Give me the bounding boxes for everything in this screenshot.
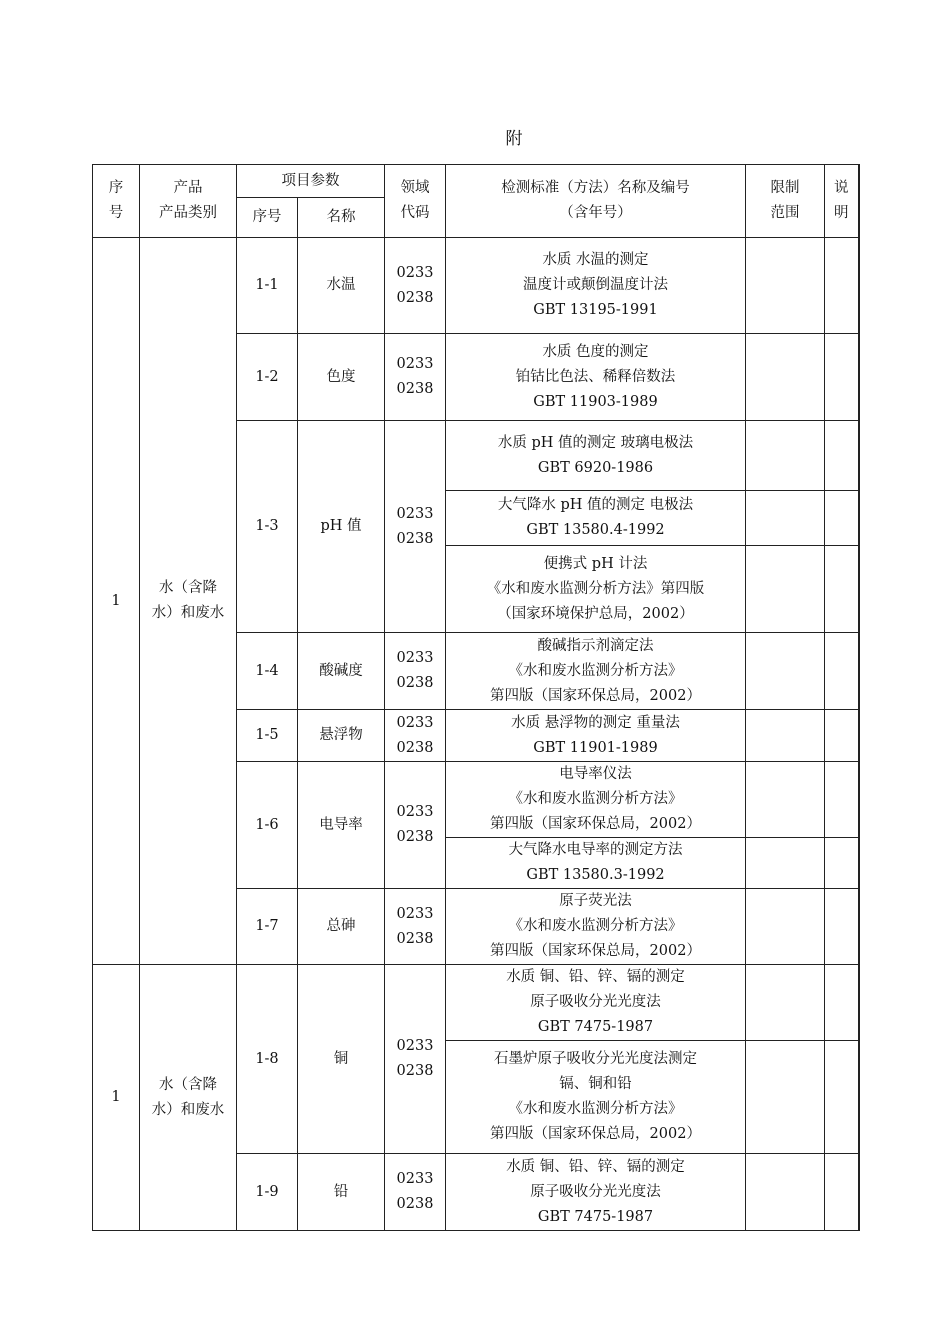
note-cell xyxy=(825,1154,859,1231)
item-code: 0233 0238 xyxy=(385,965,446,1154)
item-seq: 1-5 xyxy=(237,710,298,762)
item-standard: 酸碱指示剂滴定法 《水和废水监测分析方法》 第四版（国家环保总局，2002） xyxy=(446,633,746,710)
item-code: 0233 0238 xyxy=(385,421,446,633)
item-seq: 1-1 xyxy=(237,238,298,334)
limit-cell xyxy=(746,421,825,491)
item-code: 0233 0238 xyxy=(385,710,446,762)
group-seq: 1 xyxy=(93,965,140,1231)
item-seq: 1-8 xyxy=(237,965,298,1154)
note-cell xyxy=(825,762,859,838)
item-name: 电导率 xyxy=(298,762,385,889)
note-cell xyxy=(825,421,859,491)
page-title: 附 xyxy=(505,129,523,149)
item-name: 总砷 xyxy=(298,889,385,965)
limit-cell xyxy=(746,633,825,710)
item-name: 酸碱度 xyxy=(298,633,385,710)
accreditation-table xyxy=(92,164,860,1231)
item-standard: 水质 铜、铅、锌、镉的测定 原子吸收分光光度法 GBT 7475-1987 xyxy=(446,965,746,1041)
item-seq: 1-9 xyxy=(237,1154,298,1231)
note-cell xyxy=(825,491,859,546)
header-param-name: 名称 xyxy=(298,198,385,238)
limit-cell xyxy=(746,762,825,838)
note-cell xyxy=(825,838,859,889)
item-standard: 水质 悬浮物的测定 重量法 GBT 11901-1989 xyxy=(446,710,746,762)
note-cell xyxy=(825,965,859,1041)
item-standard: 电导率仪法 《水和废水监测分析方法》 第四版（国家环保总局，2002） xyxy=(446,762,746,838)
item-standard: 水质 水温的测定 温度计或颠倒温度计法 GBT 13195-1991 xyxy=(446,238,746,334)
item-name: 铜 xyxy=(298,965,385,1154)
item-standard: 大气降水电导率的测定方法 GBT 13580.3-1992 xyxy=(446,838,746,889)
header-limit: 限制 范围 xyxy=(746,165,825,238)
group-category: 水（含降 水）和废水 xyxy=(140,238,237,965)
item-code: 0233 0238 xyxy=(385,889,446,965)
item-seq: 1-6 xyxy=(237,762,298,889)
item-standard: 石墨炉原子吸收分光光度法测定 镉、铜和铅 《水和废水监测分析方法》 第四版（国家环保总局，2002） xyxy=(446,1041,746,1154)
limit-cell xyxy=(746,710,825,762)
table-row xyxy=(93,238,859,334)
item-standard: 水质 铜、铅、锌、镉的测定 原子吸收分光光度法 GBT 7475-1987 xyxy=(446,1154,746,1231)
header-param-group: 项目参数 xyxy=(237,165,385,198)
item-standard: 水质 色度的测定 铂钴比色法、稀释倍数法 GBT 11903-1989 xyxy=(446,334,746,421)
header-seq: 序 号 xyxy=(93,165,140,238)
item-code: 0233 0238 xyxy=(385,238,446,334)
note-cell xyxy=(825,546,859,633)
item-standard: 大气降水 pH 值的测定 电极法 GBT 13580.4-1992 xyxy=(446,491,746,546)
table-row xyxy=(93,965,859,1041)
item-name: 悬浮物 xyxy=(298,710,385,762)
limit-cell xyxy=(746,1041,825,1154)
item-code: 0233 0238 xyxy=(385,1154,446,1231)
limit-cell xyxy=(746,491,825,546)
header-category: 产品 产品类别 xyxy=(140,165,237,238)
item-code: 0233 0238 xyxy=(385,633,446,710)
item-code: 0233 0238 xyxy=(385,334,446,421)
item-name: pH 值 xyxy=(298,421,385,633)
limit-cell xyxy=(746,546,825,633)
note-cell xyxy=(825,889,859,965)
item-seq: 1-3 xyxy=(237,421,298,633)
item-standard: 便携式 pH 计法 《水和废水监测分析方法》第四版 （国家环境保护总局，2002） xyxy=(446,546,746,633)
note-cell xyxy=(825,710,859,762)
note-cell xyxy=(825,238,859,334)
header-domain-code: 领域 代码 xyxy=(385,165,446,238)
header-param-seq: 序号 xyxy=(237,198,298,238)
limit-cell xyxy=(746,238,825,334)
item-name: 色度 xyxy=(298,334,385,421)
note-cell xyxy=(825,633,859,710)
limit-cell xyxy=(746,334,825,421)
item-seq: 1-2 xyxy=(237,334,298,421)
group-seq: 1 xyxy=(93,238,140,965)
item-name: 铅 xyxy=(298,1154,385,1231)
limit-cell xyxy=(746,889,825,965)
item-standard: 原子荧光法 《水和废水监测分析方法》 第四版（国家环保总局，2002） xyxy=(446,889,746,965)
item-standard: 水质 pH 值的测定 玻璃电极法 GBT 6920-1986 xyxy=(446,421,746,491)
limit-cell xyxy=(746,965,825,1041)
item-seq: 1-4 xyxy=(237,633,298,710)
limit-cell xyxy=(746,1154,825,1231)
group-category: 水（含降 水）和废水 xyxy=(140,965,237,1231)
header-note: 说 明 xyxy=(825,165,859,238)
note-cell xyxy=(825,1041,859,1154)
item-seq: 1-7 xyxy=(237,889,298,965)
note-cell xyxy=(825,334,859,421)
item-code: 0233 0238 xyxy=(385,762,446,889)
header-standard: 检测标准（方法）名称及编号 （含年号） xyxy=(446,165,746,238)
limit-cell xyxy=(746,838,825,889)
item-name: 水温 xyxy=(298,238,385,334)
